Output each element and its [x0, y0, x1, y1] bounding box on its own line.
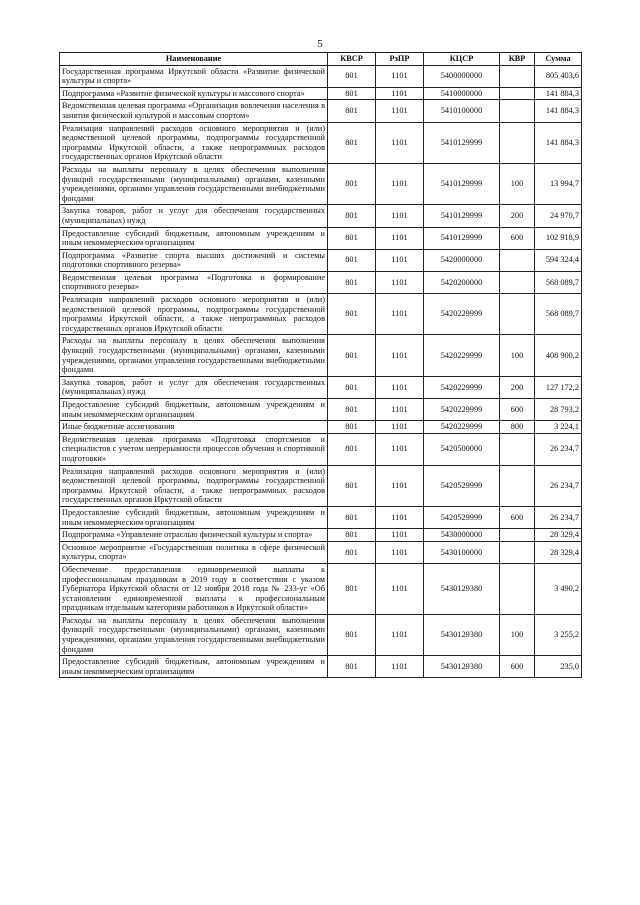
table-row [60, 656, 582, 678]
cell-kvr: 600 [500, 399, 535, 421]
cell-kvsr: 801 [328, 541, 376, 563]
cell-rzpr: 1101 [376, 100, 424, 122]
table-header [60, 53, 582, 66]
cell-kvr [500, 87, 535, 100]
cell-sum: 141 884,3 [535, 100, 582, 122]
cell-kvr: 100 [500, 163, 535, 204]
cell-kvr [500, 271, 535, 293]
cell-kcsr: 5410129999 [424, 205, 500, 227]
cell-kvr [500, 563, 535, 614]
cell-sum: 805 403,6 [535, 65, 582, 87]
column-header-rzpr: РзПР [376, 53, 424, 66]
cell-rzpr: 1101 [376, 421, 424, 434]
cell-kcsr: 5430129380 [424, 563, 500, 614]
cell-kvsr: 801 [328, 65, 376, 87]
cell-kvr: 600 [500, 656, 535, 678]
table-row [60, 465, 582, 506]
cell-name: Иные бюджетные ассигнования [60, 421, 328, 434]
cell-rzpr: 1101 [376, 227, 424, 249]
cell-kvsr: 801 [328, 399, 376, 421]
cell-kvr [500, 100, 535, 122]
cell-kvr [500, 433, 535, 465]
cell-rzpr: 1101 [376, 65, 424, 87]
table-row [60, 271, 582, 293]
cell-sum: 26 234,7 [535, 465, 582, 506]
cell-rzpr: 1101 [376, 294, 424, 335]
cell-name: Ведомственная целевая программа «Подготовка спортсменов и специалистов с учетом непрерывности процессов обучения и спортивной подготовки» [60, 433, 328, 465]
cell-name: Реализация направлений расходов основного мероприятия и (или) ведомственной целевой программы, подпрограммы государственной программы Иркутской области, а также непрограммных расходов государственных органов Иркутской области [60, 294, 328, 335]
cell-rzpr: 1101 [376, 614, 424, 655]
cell-sum: 141 884,3 [535, 122, 582, 163]
cell-kvr: 200 [500, 376, 535, 398]
cell-kvsr: 801 [328, 614, 376, 655]
cell-kvr [500, 65, 535, 87]
cell-rzpr: 1101 [376, 163, 424, 204]
table-row [60, 227, 582, 249]
cell-kcsr: 5420229999 [424, 376, 500, 398]
cell-kvsr: 801 [328, 465, 376, 506]
cell-sum: 3 255,2 [535, 614, 582, 655]
cell-kcsr: 5420229999 [424, 335, 500, 376]
cell-kcsr: 5420000000 [424, 249, 500, 271]
cell-sum: 26 234,7 [535, 506, 582, 528]
cell-kvr [500, 465, 535, 506]
cell-sum: 3 490,2 [535, 563, 582, 614]
table-row [60, 614, 582, 655]
table-row [60, 205, 582, 227]
cell-rzpr: 1101 [376, 122, 424, 163]
cell-sum: 127 172,2 [535, 376, 582, 398]
cell-kcsr: 5420229999 [424, 294, 500, 335]
cell-kcsr: 5420500000 [424, 433, 500, 465]
column-header-kcsr: КЦСР [424, 53, 500, 66]
cell-kcsr: 5410129999 [424, 227, 500, 249]
header-row [60, 53, 582, 66]
cell-sum: 26 234,7 [535, 433, 582, 465]
cell-kvsr: 801 [328, 249, 376, 271]
column-header-kvsr: КВСР [328, 53, 376, 66]
table-row [60, 335, 582, 376]
cell-kcsr: 5430129380 [424, 614, 500, 655]
cell-kvr: 600 [500, 506, 535, 528]
cell-kcsr: 5420229999 [424, 399, 500, 421]
cell-rzpr: 1101 [376, 465, 424, 506]
cell-sum: 28 329,4 [535, 541, 582, 563]
cell-rzpr: 1101 [376, 249, 424, 271]
table-row [60, 87, 582, 100]
table-row [60, 376, 582, 398]
cell-name: Обеспечение предоставления единовременной выплаты к профессиональным праздникам в 2019 году в соответствии с указом Губернатора Иркутской области от 12 ноября 2018 года № 233-уг «Об установлении единовременной выплаты к профессиональным праздникам отдельным категориям работников в Иркутской области» [60, 563, 328, 614]
column-header-sum: Сумма [535, 53, 582, 66]
cell-name: Основное мероприятие «Государственная политика в сфере физической культуры, спорта» [60, 541, 328, 563]
cell-sum: 568 089,7 [535, 271, 582, 293]
cell-name: Расходы на выплаты персоналу в целях обеспечения выполнения функций государственными (муниципальными) органами, казенными учреждениями, органами управления государственными внебюджетными фондами [60, 335, 328, 376]
cell-rzpr: 1101 [376, 376, 424, 398]
page-number: 5 [317, 38, 323, 50]
cell-kvsr: 801 [328, 656, 376, 678]
cell-kvsr: 801 [328, 335, 376, 376]
cell-kvr [500, 122, 535, 163]
cell-sum: 102 918,9 [535, 227, 582, 249]
cell-sum: 24 970,7 [535, 205, 582, 227]
cell-name: Предоставление субсидий бюджетным, автономным учреждениям и иным некоммерческим организациям [60, 227, 328, 249]
cell-sum: 568 089,7 [535, 294, 582, 335]
cell-name: Закупка товаров, работ и услуг для обеспечения государственных (муниципальных) нужд [60, 205, 328, 227]
cell-rzpr: 1101 [376, 335, 424, 376]
column-header-name: Наименование [60, 53, 328, 66]
cell-kvr: 600 [500, 227, 535, 249]
cell-name: Реализация направлений расходов основного мероприятия и (или) ведомственной целевой программы, подпрограммы государственной программы Иркутской области, а также непрограммных расходов государственных органов Иркутской области [60, 122, 328, 163]
cell-rzpr: 1101 [376, 563, 424, 614]
table-row [60, 122, 582, 163]
cell-name: Предоставление субсидий бюджетным, автономным учреждениям и иным некоммерческим организациям [60, 506, 328, 528]
cell-kvr: 200 [500, 205, 535, 227]
table-row [60, 506, 582, 528]
cell-sum: 408 900,2 [535, 335, 582, 376]
cell-kvsr: 801 [328, 529, 376, 542]
table-row [60, 100, 582, 122]
cell-name: Подпрограмма «Управление отраслью физической культуры и спорта» [60, 529, 328, 542]
cell-kvr: 100 [500, 335, 535, 376]
cell-name: Предоставление субсидий бюджетным, автономным учреждениям и иным некоммерческим организациям [60, 399, 328, 421]
cell-name: Реализация направлений расходов основного мероприятия и (или) ведомственной целевой программы, подпрограммы государственной программы Иркутской области, а также непрограммных расходов государственных органов Иркутской области [60, 465, 328, 506]
cell-kvsr: 801 [328, 563, 376, 614]
cell-kcsr: 5420529999 [424, 465, 500, 506]
cell-kvr [500, 294, 535, 335]
cell-name: Расходы на выплаты персоналу в целях обеспечения выполнения функций государственными (муниципальными) органами, казенными учреждениями, органами управления государственными внебюджетными фондами [60, 614, 328, 655]
cell-name: Предоставление субсидий бюджетным, автономным учреждениям и иным некоммерческим организациям [60, 656, 328, 678]
cell-kvsr: 801 [328, 433, 376, 465]
cell-name: Расходы на выплаты персоналу в целях обеспечения выполнения функций государственными (муниципальными) органами, казенными учреждениями, органами управления государственными внебюджетными фондами [60, 163, 328, 204]
cell-rzpr: 1101 [376, 506, 424, 528]
cell-kcsr: 5410129999 [424, 163, 500, 204]
table-row [60, 433, 582, 465]
cell-rzpr: 1101 [376, 529, 424, 542]
cell-sum: 235,0 [535, 656, 582, 678]
cell-kvsr: 801 [328, 376, 376, 398]
table-row [60, 421, 582, 434]
cell-sum: 594 324,4 [535, 249, 582, 271]
cell-sum: 28 793,2 [535, 399, 582, 421]
cell-kcsr: 5400000000 [424, 65, 500, 87]
cell-sum: 13 994,7 [535, 163, 582, 204]
table-row [60, 65, 582, 87]
cell-kvr [500, 249, 535, 271]
cell-kcsr: 5410000000 [424, 87, 500, 100]
table-row [60, 529, 582, 542]
table-row [60, 399, 582, 421]
cell-kcsr: 5430100000 [424, 541, 500, 563]
table-row [60, 294, 582, 335]
cell-kvsr: 801 [328, 100, 376, 122]
cell-kcsr: 5420229999 [424, 421, 500, 434]
cell-name: Закупка товаров, работ и услуг для обеспечения государственных (муниципальных) нужд [60, 376, 328, 398]
table-row [60, 563, 582, 614]
table-row [60, 541, 582, 563]
column-header-kvr: КВР [500, 53, 535, 66]
cell-rzpr: 1101 [376, 87, 424, 100]
cell-rzpr: 1101 [376, 399, 424, 421]
cell-kvsr: 801 [328, 87, 376, 100]
cell-kvr [500, 541, 535, 563]
cell-kvsr: 801 [328, 271, 376, 293]
cell-name: Ведомственная целевая программа «Организация вовлечения населения в занятия физической культурой и массовым спортом» [60, 100, 328, 122]
budget-table [59, 52, 582, 678]
cell-sum: 141 884,3 [535, 87, 582, 100]
cell-rzpr: 1101 [376, 656, 424, 678]
cell-sum: 3 224,1 [535, 421, 582, 434]
cell-kcsr: 5410100000 [424, 100, 500, 122]
table-row [60, 163, 582, 204]
cell-kvr: 100 [500, 614, 535, 655]
cell-rzpr: 1101 [376, 541, 424, 563]
cell-kvsr: 801 [328, 205, 376, 227]
table-row [60, 249, 582, 271]
table-body [60, 65, 582, 678]
cell-kcsr: 5420529999 [424, 506, 500, 528]
cell-name: Подпрограмма «Развитие спорта высших достижений и системы подготовки спортивного резерва» [60, 249, 328, 271]
cell-kvsr: 801 [328, 227, 376, 249]
cell-kvsr: 801 [328, 163, 376, 204]
cell-kcsr: 5430129380 [424, 656, 500, 678]
cell-kvsr: 801 [328, 294, 376, 335]
cell-kvsr: 801 [328, 506, 376, 528]
cell-kcsr: 5430000000 [424, 529, 500, 542]
cell-name: Ведомственная целевая программа «Подготовка и формирование спортивного резерва» [60, 271, 328, 293]
cell-rzpr: 1101 [376, 433, 424, 465]
cell-sum: 28 329,4 [535, 529, 582, 542]
cell-rzpr: 1101 [376, 271, 424, 293]
cell-kvr [500, 529, 535, 542]
cell-kcsr: 5420200000 [424, 271, 500, 293]
cell-name: Государственная программа Иркутской области «Развитие физической культуры и спорта» [60, 65, 328, 87]
cell-name: Подпрограмма «Развитие физической культуры и массового спорта» [60, 87, 328, 100]
cell-rzpr: 1101 [376, 205, 424, 227]
cell-kcsr: 5410129999 [424, 122, 500, 163]
cell-kvsr: 801 [328, 122, 376, 163]
cell-kvr: 800 [500, 421, 535, 434]
cell-kvsr: 801 [328, 421, 376, 434]
